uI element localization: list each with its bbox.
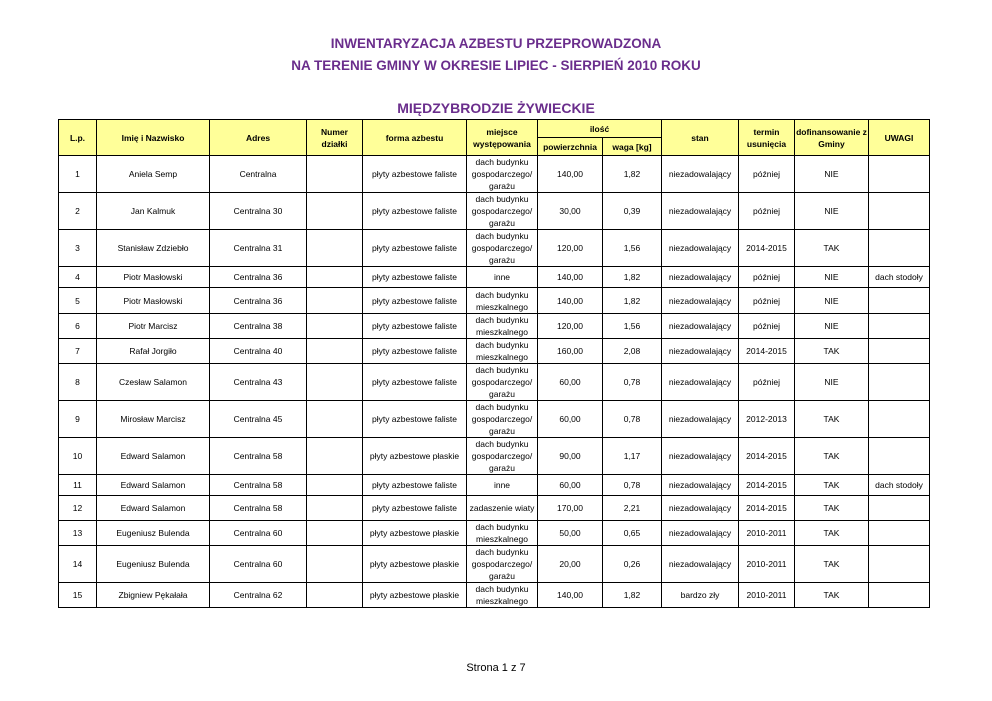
cell-form: płyty azbestowe faliste xyxy=(363,193,467,230)
header-term: termin usunięcia xyxy=(739,120,795,156)
cell-state: niezadowalający xyxy=(662,230,739,267)
header-plot: Numer działki xyxy=(307,120,363,156)
cell-address: Centralna 36 xyxy=(210,288,307,314)
cell-state: niezadowalający xyxy=(662,521,739,546)
header-form: forma azbestu xyxy=(363,120,467,156)
cell-term: 2014-2015 xyxy=(739,475,795,496)
cell-address: Centralna 43 xyxy=(210,364,307,401)
cell-lp: 14 xyxy=(59,546,97,583)
cell-form: płyty azbestowe faliste xyxy=(363,496,467,521)
cell-address: Centralna 38 xyxy=(210,314,307,339)
cell-address: Centralna 60 xyxy=(210,546,307,583)
header-weight: waga [kg] xyxy=(603,138,662,156)
cell-place: dach budynku mieszkalnego xyxy=(467,521,538,546)
table-row xyxy=(59,475,930,496)
cell-place: inne xyxy=(467,475,538,496)
cell-address: Centralna 36 xyxy=(210,267,307,288)
header-address: Adres xyxy=(210,120,307,156)
table-row xyxy=(59,339,930,364)
cell-notes xyxy=(869,364,930,401)
cell-plot xyxy=(307,288,363,314)
cell-plot xyxy=(307,156,363,193)
cell-address: Centralna 58 xyxy=(210,475,307,496)
table-body xyxy=(59,156,930,608)
cell-weight: 1,17 xyxy=(603,438,662,475)
cell-name: Piotr Marcisz xyxy=(97,314,210,339)
inventory-table xyxy=(58,119,930,608)
cell-form: płyty azbestowe faliste xyxy=(363,475,467,496)
cell-form: płyty azbestowe faliste xyxy=(363,314,467,339)
header-state: stan xyxy=(662,120,739,156)
cell-notes: dach stodoły xyxy=(869,267,930,288)
table-row xyxy=(59,193,930,230)
cell-notes xyxy=(869,156,930,193)
cell-address: Centralna xyxy=(210,156,307,193)
cell-area: 90,00 xyxy=(538,438,603,475)
cell-state: niezadowalający xyxy=(662,496,739,521)
cell-plot xyxy=(307,267,363,288)
subtitle: MIĘDZYBRODZIE ŻYWIECKIE xyxy=(397,100,595,116)
cell-lp: 5 xyxy=(59,288,97,314)
cell-plot xyxy=(307,193,363,230)
cell-area: 120,00 xyxy=(538,230,603,267)
cell-area: 50,00 xyxy=(538,521,603,546)
cell-state: niezadowalający xyxy=(662,401,739,438)
cell-place: dach budynku gospodarczego/ garażu xyxy=(467,156,538,193)
cell-area: 60,00 xyxy=(538,364,603,401)
cell-state: niezadowalający xyxy=(662,475,739,496)
cell-form: płyty azbestowe płaskie xyxy=(363,438,467,475)
cell-lp: 12 xyxy=(59,496,97,521)
cell-address: Centralna 60 xyxy=(210,521,307,546)
cell-funding: TAK xyxy=(795,521,869,546)
table-row xyxy=(59,156,930,193)
cell-notes xyxy=(869,496,930,521)
cell-weight: 1,82 xyxy=(603,583,662,608)
cell-name: Zbigniew Pękałała xyxy=(97,583,210,608)
cell-lp: 7 xyxy=(59,339,97,364)
table-row xyxy=(59,401,930,438)
cell-funding: TAK xyxy=(795,496,869,521)
cell-state: niezadowalający xyxy=(662,339,739,364)
cell-area: 140,00 xyxy=(538,288,603,314)
table-row xyxy=(59,546,930,583)
cell-form: płyty azbestowe faliste xyxy=(363,288,467,314)
cell-lp: 6 xyxy=(59,314,97,339)
cell-address: Centralna 40 xyxy=(210,339,307,364)
cell-place: dach budynku gospodarczego/ garażu xyxy=(467,401,538,438)
cell-notes xyxy=(869,339,930,364)
cell-term: później xyxy=(739,288,795,314)
cell-term: 2010-2011 xyxy=(739,521,795,546)
cell-term: 2012-2013 xyxy=(739,401,795,438)
cell-form: płyty azbestowe płaskie xyxy=(363,521,467,546)
cell-weight: 1,82 xyxy=(603,156,662,193)
cell-name: Eugeniusz Bulenda xyxy=(97,521,210,546)
cell-place: dach budynku gospodarczego/ garażu xyxy=(467,438,538,475)
table-row xyxy=(59,583,930,608)
cell-form: płyty azbestowe faliste xyxy=(363,401,467,438)
cell-area: 120,00 xyxy=(538,314,603,339)
cell-name: Edward Salamon xyxy=(97,475,210,496)
cell-state: niezadowalający xyxy=(662,193,739,230)
header-lp: L.p. xyxy=(59,120,97,156)
cell-notes xyxy=(869,193,930,230)
cell-funding: NIE xyxy=(795,314,869,339)
cell-area: 140,00 xyxy=(538,583,603,608)
title-line-2: NA TERENIE GMINY W OKRESIE LIPIEC - SIERPIEŃ 2010 ROKU xyxy=(291,58,701,73)
table-row xyxy=(59,267,930,288)
cell-term: 2014-2015 xyxy=(739,496,795,521)
header-notes: UWAGI xyxy=(869,120,930,156)
cell-notes xyxy=(869,546,930,583)
cell-weight: 1,82 xyxy=(603,267,662,288)
cell-term: później xyxy=(739,267,795,288)
cell-area: 170,00 xyxy=(538,496,603,521)
page-number: Strona 1 z 7 xyxy=(466,662,526,674)
cell-address: Centralna 58 xyxy=(210,496,307,521)
cell-area: 140,00 xyxy=(538,267,603,288)
cell-area: 20,00 xyxy=(538,546,603,583)
header-area: powierzchnia xyxy=(538,138,603,156)
cell-plot xyxy=(307,339,363,364)
cell-name: Jan Kalmuk xyxy=(97,193,210,230)
cell-name: Czesław Salamon xyxy=(97,364,210,401)
cell-place: dach budynku gospodarczego/ garażu xyxy=(467,364,538,401)
header-funding: dofinansowanie z Gminy xyxy=(795,120,869,156)
cell-address: Centralna 30 xyxy=(210,193,307,230)
table-row xyxy=(59,438,930,475)
cell-weight: 0,78 xyxy=(603,401,662,438)
cell-term: 2010-2011 xyxy=(739,546,795,583)
cell-plot xyxy=(307,364,363,401)
cell-form: płyty azbestowe płaskie xyxy=(363,583,467,608)
cell-area: 160,00 xyxy=(538,339,603,364)
cell-weight: 0,26 xyxy=(603,546,662,583)
cell-lp: 4 xyxy=(59,267,97,288)
cell-notes: dach stodoły xyxy=(869,475,930,496)
cell-funding: NIE xyxy=(795,364,869,401)
table-row xyxy=(59,314,930,339)
cell-funding: TAK xyxy=(795,475,869,496)
header-place: miejsce występowania xyxy=(467,120,538,156)
cell-state: niezadowalający xyxy=(662,288,739,314)
cell-weight: 2,21 xyxy=(603,496,662,521)
cell-form: płyty azbestowe faliste xyxy=(363,156,467,193)
cell-form: płyty azbestowe faliste xyxy=(363,230,467,267)
cell-funding: TAK xyxy=(795,401,869,438)
cell-form: płyty azbestowe płaskie xyxy=(363,546,467,583)
cell-funding: TAK xyxy=(795,583,869,608)
cell-plot xyxy=(307,583,363,608)
cell-weight: 1,56 xyxy=(603,230,662,267)
cell-name: Mirosław Marcisz xyxy=(97,401,210,438)
cell-plot xyxy=(307,314,363,339)
cell-place: dach budynku gospodarczego/ garażu xyxy=(467,193,538,230)
cell-area: 60,00 xyxy=(538,401,603,438)
cell-funding: TAK xyxy=(795,339,869,364)
cell-funding: NIE xyxy=(795,156,869,193)
cell-place: dach budynku mieszkalnego xyxy=(467,339,538,364)
table-row xyxy=(59,364,930,401)
cell-term: później xyxy=(739,156,795,193)
cell-name: Piotr Masłowski xyxy=(97,267,210,288)
cell-name: Edward Salamon xyxy=(97,496,210,521)
table-row xyxy=(59,230,930,267)
cell-plot xyxy=(307,496,363,521)
cell-area: 30,00 xyxy=(538,193,603,230)
cell-term: 2010-2011 xyxy=(739,583,795,608)
cell-notes xyxy=(869,288,930,314)
cell-form: płyty azbestowe faliste xyxy=(363,364,467,401)
cell-notes xyxy=(869,314,930,339)
cell-funding: TAK xyxy=(795,546,869,583)
cell-plot xyxy=(307,438,363,475)
table-row xyxy=(59,288,930,314)
cell-name: Aniela Semp xyxy=(97,156,210,193)
cell-lp: 8 xyxy=(59,364,97,401)
cell-address: Centralna 45 xyxy=(210,401,307,438)
cell-state: bardzo zły xyxy=(662,583,739,608)
cell-place: inne xyxy=(467,267,538,288)
cell-name: Edward Salamon xyxy=(97,438,210,475)
cell-state: niezadowalający xyxy=(662,267,739,288)
cell-weight: 0,39 xyxy=(603,193,662,230)
cell-term: 2014-2015 xyxy=(739,230,795,267)
cell-place: zadaszenie wiaty xyxy=(467,496,538,521)
cell-notes xyxy=(869,438,930,475)
title-line-1: INWENTARYZACJA AZBESTU PRZEPROWADZONA xyxy=(330,36,662,51)
cell-place: dach budynku gospodarczego/ garażu xyxy=(467,230,538,267)
cell-place: dach budynku mieszkalnego xyxy=(467,288,538,314)
cell-state: niezadowalający xyxy=(662,364,739,401)
cell-address: Centralna 58 xyxy=(210,438,307,475)
cell-plot xyxy=(307,230,363,267)
cell-weight: 1,82 xyxy=(603,288,662,314)
cell-funding: TAK xyxy=(795,230,869,267)
cell-area: 140,00 xyxy=(538,156,603,193)
cell-place: dach budynku mieszkalnego xyxy=(467,583,538,608)
cell-lp: 15 xyxy=(59,583,97,608)
cell-notes xyxy=(869,583,930,608)
cell-state: niezadowalający xyxy=(662,438,739,475)
cell-notes xyxy=(869,230,930,267)
table-row xyxy=(59,521,930,546)
cell-lp: 10 xyxy=(59,438,97,475)
cell-address: Centralna 31 xyxy=(210,230,307,267)
cell-plot xyxy=(307,546,363,583)
table-row xyxy=(59,496,930,521)
cell-lp: 1 xyxy=(59,156,97,193)
cell-term: później xyxy=(739,193,795,230)
cell-lp: 3 xyxy=(59,230,97,267)
header-qty: ilość xyxy=(538,120,662,138)
cell-form: płyty azbestowe faliste xyxy=(363,339,467,364)
cell-weight: 0,78 xyxy=(603,364,662,401)
cell-funding: NIE xyxy=(795,267,869,288)
cell-lp: 2 xyxy=(59,193,97,230)
cell-lp: 9 xyxy=(59,401,97,438)
cell-term: 2014-2015 xyxy=(739,339,795,364)
cell-weight: 2,08 xyxy=(603,339,662,364)
cell-lp: 11 xyxy=(59,475,97,496)
cell-state: niezadowalający xyxy=(662,156,739,193)
cell-term: później xyxy=(739,314,795,339)
cell-term: 2014-2015 xyxy=(739,438,795,475)
cell-funding: NIE xyxy=(795,193,869,230)
cell-address: Centralna 62 xyxy=(210,583,307,608)
cell-notes xyxy=(869,401,930,438)
cell-state: niezadowalający xyxy=(662,314,739,339)
cell-notes xyxy=(869,521,930,546)
cell-weight: 1,56 xyxy=(603,314,662,339)
cell-term: później xyxy=(739,364,795,401)
cell-plot xyxy=(307,521,363,546)
cell-state: niezadowalający xyxy=(662,546,739,583)
cell-plot xyxy=(307,475,363,496)
cell-weight: 0,78 xyxy=(603,475,662,496)
cell-plot xyxy=(307,401,363,438)
cell-form: płyty azbestowe faliste xyxy=(363,267,467,288)
cell-weight: 0,65 xyxy=(603,521,662,546)
cell-funding: NIE xyxy=(795,288,869,314)
cell-name: Stanisław Zdziebło xyxy=(97,230,210,267)
cell-area: 60,00 xyxy=(538,475,603,496)
cell-funding: TAK xyxy=(795,438,869,475)
cell-place: dach budynku mieszkalnego xyxy=(467,314,538,339)
header-name: Imię i Nazwisko xyxy=(97,120,210,156)
cell-name: Eugeniusz Bulenda xyxy=(97,546,210,583)
cell-place: dach budynku gospodarczego/ garażu xyxy=(467,546,538,583)
cell-lp: 13 xyxy=(59,521,97,546)
cell-name: Piotr Masłowski xyxy=(97,288,210,314)
cell-name: Rafał Jorgiło xyxy=(97,339,210,364)
